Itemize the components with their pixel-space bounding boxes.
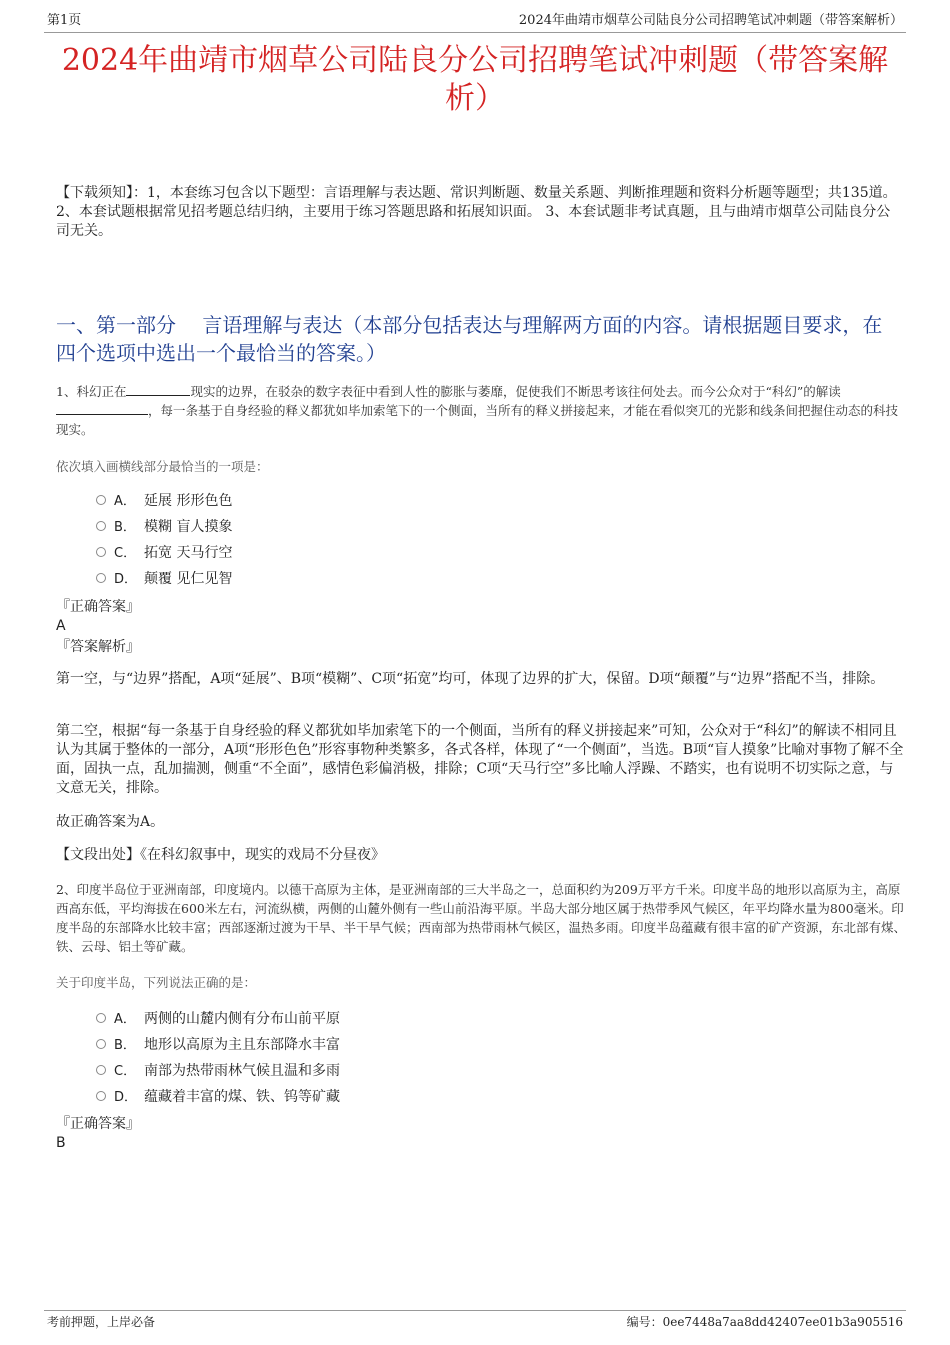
q2-option-d[interactable]: D． 蕴藏着丰富的煤、铁、钨等矿藏 xyxy=(96,1084,516,1110)
question-1-text xyxy=(56,382,906,439)
question-1-options xyxy=(96,488,516,592)
header-doc-title: 2024年曲靖市烟草公司陆良分公司招聘笔试冲刺题（带答案解析） xyxy=(518,13,903,28)
q1-conclusion: 故正确答案为A。 xyxy=(56,814,165,830)
radio-icon[interactable] xyxy=(96,495,106,505)
question-1-prompt: 依次填入画横线部分最恰当的一项是： xyxy=(56,459,269,474)
radio-icon[interactable] xyxy=(96,547,106,557)
q1-option-a[interactable]: A． 延展 形形色色 xyxy=(96,488,516,514)
question-2-prompt: 关于印度半岛，下列说法正确的是： xyxy=(56,975,257,990)
q1-option-d[interactable]: D． 颠覆 见仁见智 xyxy=(96,566,516,592)
radio-icon[interactable] xyxy=(96,1013,106,1023)
question-2-text: 2、印度半岛位于亚洲南部，印度境内。以德干高原为主体，是亚洲南部的三大半岛之一，总面积约为209万平方千米。印度半岛的地形以高原为主，高原西高东低，平均海拔在600米左右，河流纵横，两侧的山麓外侧有一些山前沿海平原。半岛大部分地区属于热带季风气候区，年平均降水量为800毫米。印度半岛的东部降水比较丰富；西部逐渐过渡为干旱、半干旱气候；西南部为热带雨林气候区，温热多雨。印度半岛蕴藏有很丰富的矿产资源，东北部有煤、铁、云母、铝土等矿藏。 xyxy=(56,882,907,954)
radio-icon[interactable] xyxy=(96,1091,106,1101)
radio-icon[interactable] xyxy=(96,521,106,531)
fill-blank-2 xyxy=(56,402,148,415)
footer-doc-code: 编号：0ee7448a7aa8dd42407ee01b3a905516 xyxy=(626,1315,903,1329)
footer-slogan: 考前押题，上岸必备 xyxy=(47,1315,156,1329)
fill-blank-1 xyxy=(126,383,190,396)
radio-icon[interactable] xyxy=(96,573,106,583)
question-2-options xyxy=(96,1006,516,1110)
q1-text-part-b: 现实的边界，在驳杂的数字表征中看到人性的膨胀与萎靡，促使我们不断思考该往何处去。而今公众对于“科幻”的解读 xyxy=(190,384,841,399)
q2-option-b[interactable]: B． 地形以高原为主且东部降水丰富 xyxy=(96,1032,516,1058)
page-header xyxy=(44,10,906,33)
q2-option-a[interactable]: A． 两侧的山麓内侧有分布山前平原 xyxy=(96,1006,516,1032)
section-title: 一、第一部分 言语理解与表达（本部分包括表达与理解两方面的内容。请根据题目要求，在四个选项中选出一个最恰当的答案。） xyxy=(56,313,883,365)
radio-icon[interactable] xyxy=(96,1065,106,1075)
q2-answer-label: 『正确答案』 xyxy=(56,1116,140,1132)
q1-analysis-paragraph-2: 第二空，根据“每一条基于自身经验的释义都犹如毕加索笔下的一个侧面，当所有的释义拼接起来”可知，公众对于“科幻”的解读不相同且认为其属于整体的一部分，A项“形形色色”形容事物种类繁多，各式各样，体现了“一个侧面”，当选。B项“盲人摸象”比喻对事物了解不全面，固执一点，乱加揣测，侧重“不全面”，感情色彩偏消极，排除；C项“天马行空”多比喻人浮躁、不踏实，也有说明不切实际之意，与文意无关，排除。 xyxy=(56,723,904,796)
q1-option-c[interactable]: C． 拓宽 天马行空 xyxy=(96,540,516,566)
q1-text-part-c: ，每一条基于自身经验的释义都犹如毕加索笔下的一个侧面，当所有的释义拼接起来，才能在看似突兀的光影和线条间把握住动态的科技现实。 xyxy=(56,403,899,437)
q1-answer-label: 『正确答案』 xyxy=(56,599,140,615)
page-footer xyxy=(44,1310,906,1333)
page-number: 第1页 xyxy=(47,13,82,28)
radio-icon[interactable] xyxy=(96,1039,106,1049)
q1-option-b[interactable]: B． 模糊 盲人摸象 xyxy=(96,514,516,540)
q1-analysis-paragraph-1: 第一空，与“边界”搭配，A项“延展”、B项“模糊”、C项“拓宽”均可，体现了边界的扩大，保留。D项“颠覆”与“边界”搭配不当，排除。 xyxy=(56,671,885,687)
document-title: 2024年曲靖市烟草公司陆良分公司招聘笔试冲刺题（带答案解析） xyxy=(61,43,889,116)
q1-text-part-a: 1、科幻正在 xyxy=(56,384,127,399)
download-notice: 【下载须知】：1，本套练习包含以下题型：言语理解与表达题、常识判断题、数量关系题、判断推理题和资料分析题等题型；共135道。 2、本套试题根据常见招考题总结归纳，主要用于练习答题思路和拓展知识面。 3、本套试题非考试真题，且与曲靖市烟草公司陆良分公司无关。 xyxy=(56,185,897,239)
q2-option-c[interactable]: C． 南部为热带雨林气候且温和多雨 xyxy=(96,1058,516,1084)
q1-answer: A xyxy=(56,618,66,634)
q1-analysis-label: 『答案解析』 xyxy=(56,639,140,655)
q1-source: 【文段出处】《在科幻叙事中，现实的戏局不分昼夜》 xyxy=(56,847,385,863)
q2-answer: B xyxy=(56,1135,66,1151)
